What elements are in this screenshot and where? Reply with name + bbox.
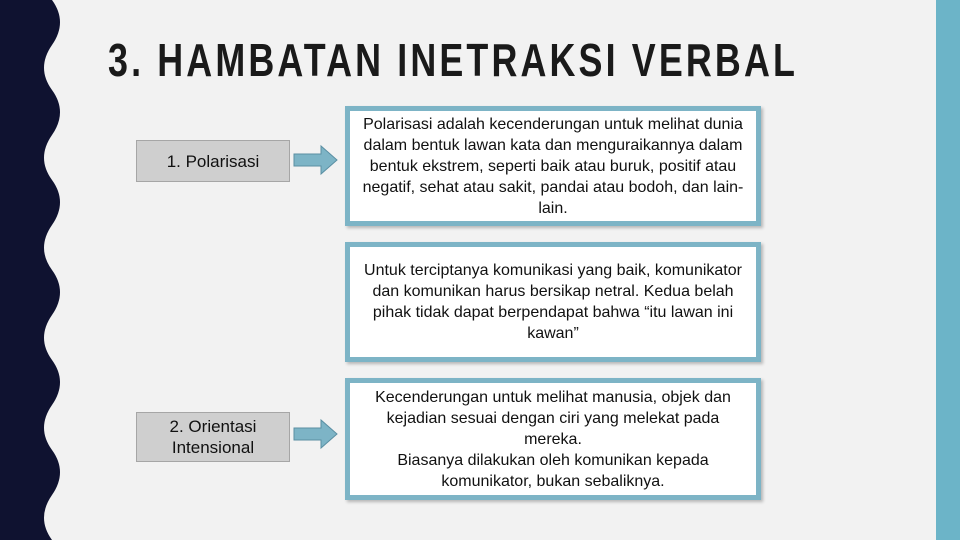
- right-accent-band: [936, 0, 960, 540]
- slide-title: 3. HAMBATAN INETRAKSI VERBAL: [108, 34, 799, 86]
- arrow-right-icon: [293, 144, 339, 176]
- definition-box-polarisasi: Polarisasi adalah kecenderungan untuk melihat dunia dalam bentuk lawan kata dan menguraikannya dalam bentuk ekstrem, seperti baik atau buruk, positif atau negatif, sehat atau sakit, pandai atau bodoh, dan lain-lain.: [345, 106, 761, 226]
- left-wavy-band: [0, 0, 72, 540]
- label-orientasi-text: 2. Orientasi Intensional: [169, 417, 257, 457]
- label-orientasi-intensional: [136, 412, 290, 462]
- arrow-right-icon: [293, 418, 339, 450]
- label-polarisasi: 1. Polarisasi: [136, 140, 290, 182]
- definition-box-orientasi: Kecenderungan untuk melihat manusia, objek dan kejadian sesuai dengan ciri yang melekat pada mereka. Biasanya dilakukan oleh komunikan kepada komunikator, bukan sebaliknya.: [345, 378, 761, 500]
- note-box-neutral: Untuk terciptanya komunikasi yang baik, komunikator dan komunikan harus bersikap netral. Kedua belah pihak tidak dapat berpendapat bahwa “itu lawan ini kawan”: [345, 242, 761, 362]
